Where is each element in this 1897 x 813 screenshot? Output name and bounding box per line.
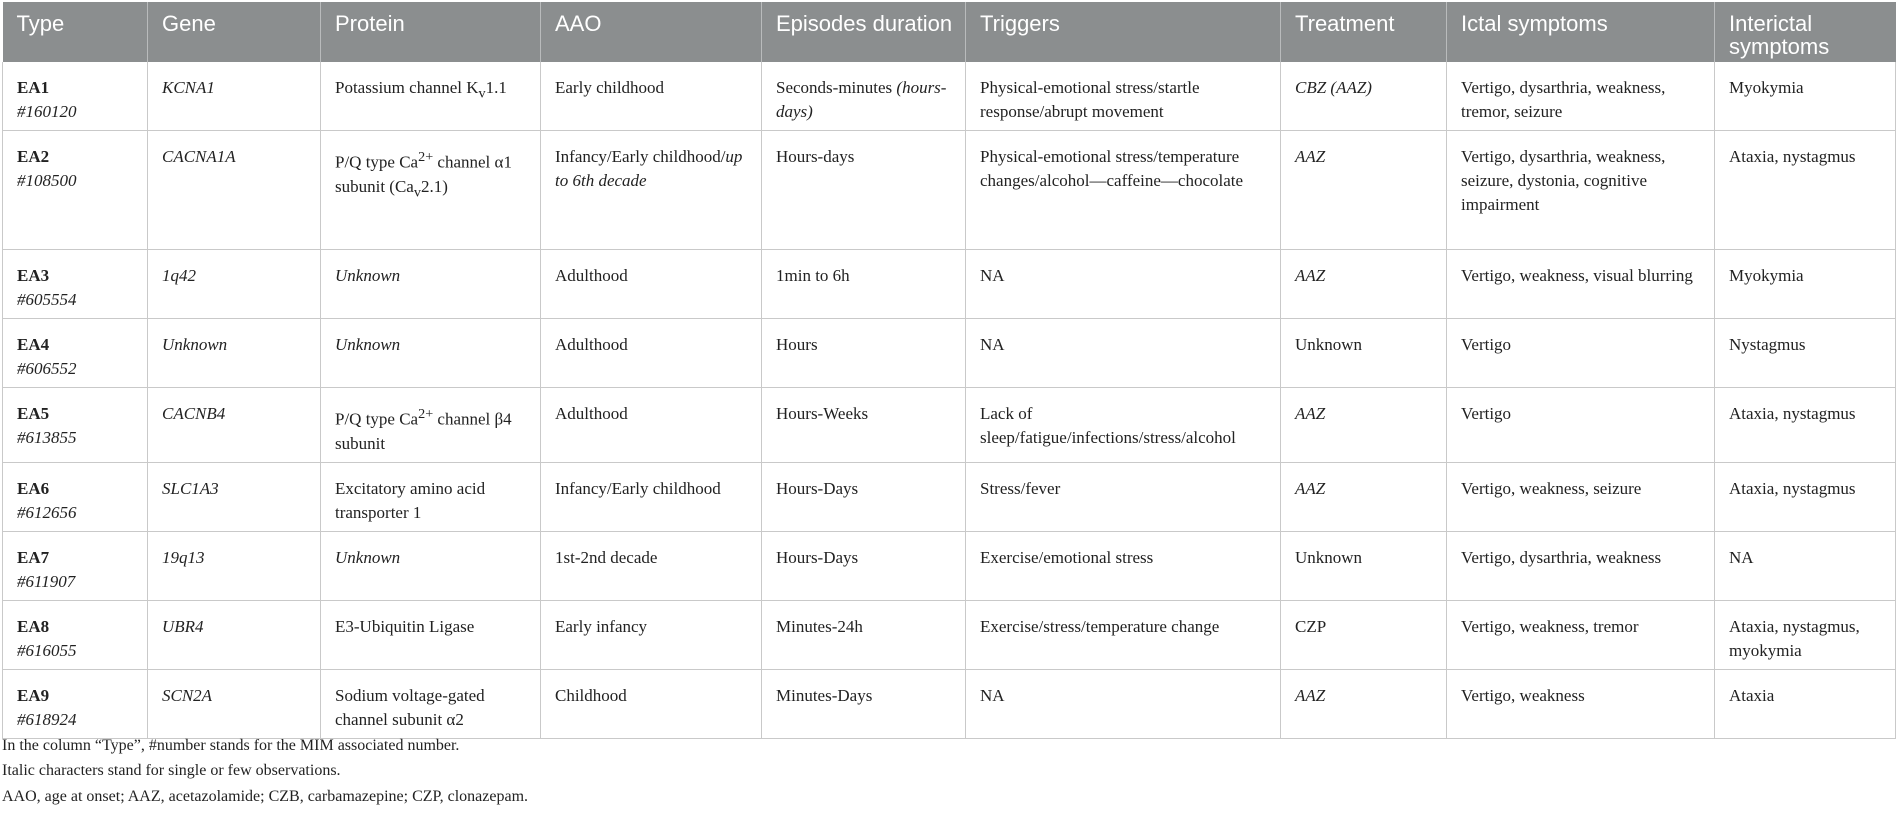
table-container xyxy=(2,2,1895,739)
cell-triggers: NA xyxy=(966,319,1281,388)
cell-type xyxy=(3,531,148,600)
cell-aao: Early infancy xyxy=(541,600,762,669)
cell-ictal-symptoms: Vertigo, weakness, seizure xyxy=(1447,462,1715,531)
header-episodes-duration: Episodes duration xyxy=(762,2,966,62)
cell-type xyxy=(3,62,148,131)
cell-aao: 1st-2nd decade xyxy=(541,531,762,600)
cell-interictal-symptoms: Ataxia xyxy=(1715,669,1896,738)
type-name: EA5 xyxy=(17,404,50,423)
cell-treatment: AAZ xyxy=(1281,462,1447,531)
cell-type xyxy=(3,388,148,463)
cell-treatment: CZP xyxy=(1281,600,1447,669)
cell-episodes-duration: Hours-days xyxy=(762,131,966,250)
header-type: Type xyxy=(3,2,148,62)
cell-triggers: NA xyxy=(966,669,1281,738)
cell-interictal-symptoms: Myokymia xyxy=(1715,62,1896,131)
cell-treatment: AAZ xyxy=(1281,131,1447,250)
mim-number: #160120 xyxy=(17,102,77,121)
table-row xyxy=(3,600,1896,669)
cell-gene: CACNB4 xyxy=(148,388,321,463)
cell-aao: Early childhood xyxy=(541,62,762,131)
cell-gene: KCNA1 xyxy=(148,62,321,131)
type-name: EA1 xyxy=(17,78,50,97)
header-treatment: Treatment xyxy=(1281,2,1447,62)
cell-interictal-symptoms: Ataxia, nystagmus, myokymia xyxy=(1715,600,1896,669)
footnote-mim: In the column “Type”, #number stands for the MIM associated number. xyxy=(2,737,460,754)
cell-treatment: AAZ xyxy=(1281,669,1447,738)
cell-ictal-symptoms: Vertigo, weakness, tremor xyxy=(1447,600,1715,669)
cell-treatment: Unknown xyxy=(1281,531,1447,600)
cell-gene: Unknown xyxy=(148,319,321,388)
cell-episodes-duration: Seconds-minutes (hours-days) xyxy=(762,62,966,131)
type-name: EA2 xyxy=(17,147,50,166)
type-name: EA6 xyxy=(17,478,50,498)
cell-ictal-symptoms: Vertigo, dysarthria, weakness, tremor, seizure xyxy=(1447,62,1715,131)
cell-interictal-symptoms: Nystagmus xyxy=(1715,319,1896,388)
table-row xyxy=(3,319,1896,388)
cell-episodes-duration: Hours-Days xyxy=(762,462,966,531)
mim-number: #611907 xyxy=(17,571,76,591)
table-row xyxy=(3,531,1896,600)
mim-number: #108500 xyxy=(17,171,77,190)
type-name: EA4 xyxy=(17,335,50,354)
table-row xyxy=(3,388,1896,463)
mim-number: #606552 xyxy=(17,359,77,378)
header-aao: AAO xyxy=(541,2,762,62)
type-name: EA8 xyxy=(17,616,50,636)
cell-aao: Infancy/Early childhood/up to 6th decade xyxy=(541,131,762,250)
cell-gene: SLC1A3 xyxy=(148,462,321,531)
table-row xyxy=(3,669,1896,738)
cell-triggers: Lack of sleep/fatigue/infections/stress/alcohol xyxy=(966,388,1281,463)
cell-treatment: CBZ (AAZ) xyxy=(1281,62,1447,131)
cell-type xyxy=(3,250,148,319)
cell-protein: Potassium channel $K_v1.1$ xyxy=(321,62,541,131)
cell-triggers: Physical-emotional stress/startle response/abrupt movement xyxy=(966,62,1281,131)
cell-type xyxy=(3,600,148,669)
cell-interictal-symptoms: Ataxia, nystagmus xyxy=(1715,131,1896,250)
table-row xyxy=(3,62,1896,131)
cell-episodes-duration: Minutes-Days xyxy=(762,669,966,738)
footnote-abbreviations: AAO, age at onset; AAZ, acetazolamide; CZB, carbamazepine; CZP, clonazepam. xyxy=(2,788,529,805)
cell-gene: SCN2A xyxy=(148,669,321,738)
cell-protein: Sodium voltage-gated channel subunit α2 xyxy=(321,669,541,738)
cell-ictal-symptoms: Vertigo xyxy=(1447,388,1715,463)
cell-aao: Adulthood xyxy=(541,388,762,463)
table-row xyxy=(3,131,1896,250)
cell-gene: 19q13 xyxy=(148,531,321,600)
cell-aao: Infancy/Early childhood xyxy=(541,462,762,531)
cell-ictal-symptoms: Vertigo xyxy=(1447,319,1715,388)
mim-number: #613855 xyxy=(17,428,77,447)
cell-aao: Adulthood xyxy=(541,250,762,319)
cell-episodes-duration: Hours xyxy=(762,319,966,388)
mim-number: #605554 xyxy=(17,290,77,309)
cell-triggers: Physical-emotional stress/temperature changes/alcohol—caffeine—chocolate xyxy=(966,131,1281,250)
cell-gene: CACNA1A xyxy=(148,131,321,250)
header-row xyxy=(3,2,1896,62)
cell-triggers: Exercise/emotional stress xyxy=(966,531,1281,600)
header-protein: Protein xyxy=(321,2,541,62)
type-name: EA3 xyxy=(17,266,50,285)
cell-type xyxy=(3,319,148,388)
cell-ictal-symptoms: Vertigo, weakness, visual blurring xyxy=(1447,250,1715,319)
cell-triggers: Stress/fever xyxy=(966,462,1281,531)
cell-ictal-symptoms: Vertigo, dysarthria, weakness xyxy=(1447,531,1715,600)
footnote-italic: Italic characters stand for single or few observations. xyxy=(2,762,341,779)
cell-triggers: NA xyxy=(966,250,1281,319)
cell-type xyxy=(3,462,148,531)
header-gene: Gene xyxy=(148,2,321,62)
cell-protein: P/Q type $Ca^{2+}$ channel α1 subunit $(Ca_v2.1)$ xyxy=(321,131,541,250)
mim-number: #616055 xyxy=(17,640,77,660)
cell-protein: Unknown xyxy=(321,319,541,388)
cell-protein: Unknown xyxy=(321,531,541,600)
cell-treatment: Unknown xyxy=(1281,319,1447,388)
mim-number: #618924 xyxy=(17,709,77,729)
cell-aao: Adulthood xyxy=(541,319,762,388)
type-name: EA7 xyxy=(17,547,50,567)
episodic-ataxia-table xyxy=(2,2,1896,739)
table-body xyxy=(3,62,1896,738)
cell-interictal-symptoms: Ataxia, nystagmus xyxy=(1715,388,1896,463)
cell-protein: E3-Ubiquitin Ligase xyxy=(321,600,541,669)
header-ictal-symptoms: Ictal symptoms xyxy=(1447,2,1715,62)
table-row xyxy=(3,250,1896,319)
cell-aao: Childhood xyxy=(541,669,762,738)
type-name: EA9 xyxy=(17,685,50,705)
cell-interictal-symptoms: NA xyxy=(1715,531,1896,600)
header-triggers: Triggers xyxy=(966,2,1281,62)
cell-interictal-symptoms: Myokymia xyxy=(1715,250,1896,319)
cell-type xyxy=(3,669,148,738)
cell-episodes-duration: 1min to 6h xyxy=(762,250,966,319)
table-row xyxy=(3,462,1896,531)
cell-protein: P/Q type $Ca^{2+}$ channel β4 subunit xyxy=(321,388,541,463)
cell-triggers: Exercise/stress/temperature change xyxy=(966,600,1281,669)
cell-treatment: AAZ xyxy=(1281,250,1447,319)
cell-ictal-symptoms: Vertigo, weakness xyxy=(1447,669,1715,738)
cell-protein: Unknown xyxy=(321,250,541,319)
cell-protein: Excitatory amino acid transporter 1 xyxy=(321,462,541,531)
cell-episodes-duration: Hours-Weeks xyxy=(762,388,966,463)
cell-episodes-duration: Minutes-24h xyxy=(762,600,966,669)
cell-type xyxy=(3,131,148,250)
cell-episodes-duration: Hours-Days xyxy=(762,531,966,600)
cell-interictal-symptoms: Ataxia, nystagmus xyxy=(1715,462,1896,531)
cell-ictal-symptoms: Vertigo, dysarthria, weakness, seizure, dystonia, cognitive impairment xyxy=(1447,131,1715,250)
cell-treatment: AAZ xyxy=(1281,388,1447,463)
cell-gene: 1q42 xyxy=(148,250,321,319)
mim-number: #612656 xyxy=(17,502,77,522)
cell-gene: UBR4 xyxy=(148,600,321,669)
header-interictal-symptoms: Interictal symptoms xyxy=(1715,2,1896,62)
